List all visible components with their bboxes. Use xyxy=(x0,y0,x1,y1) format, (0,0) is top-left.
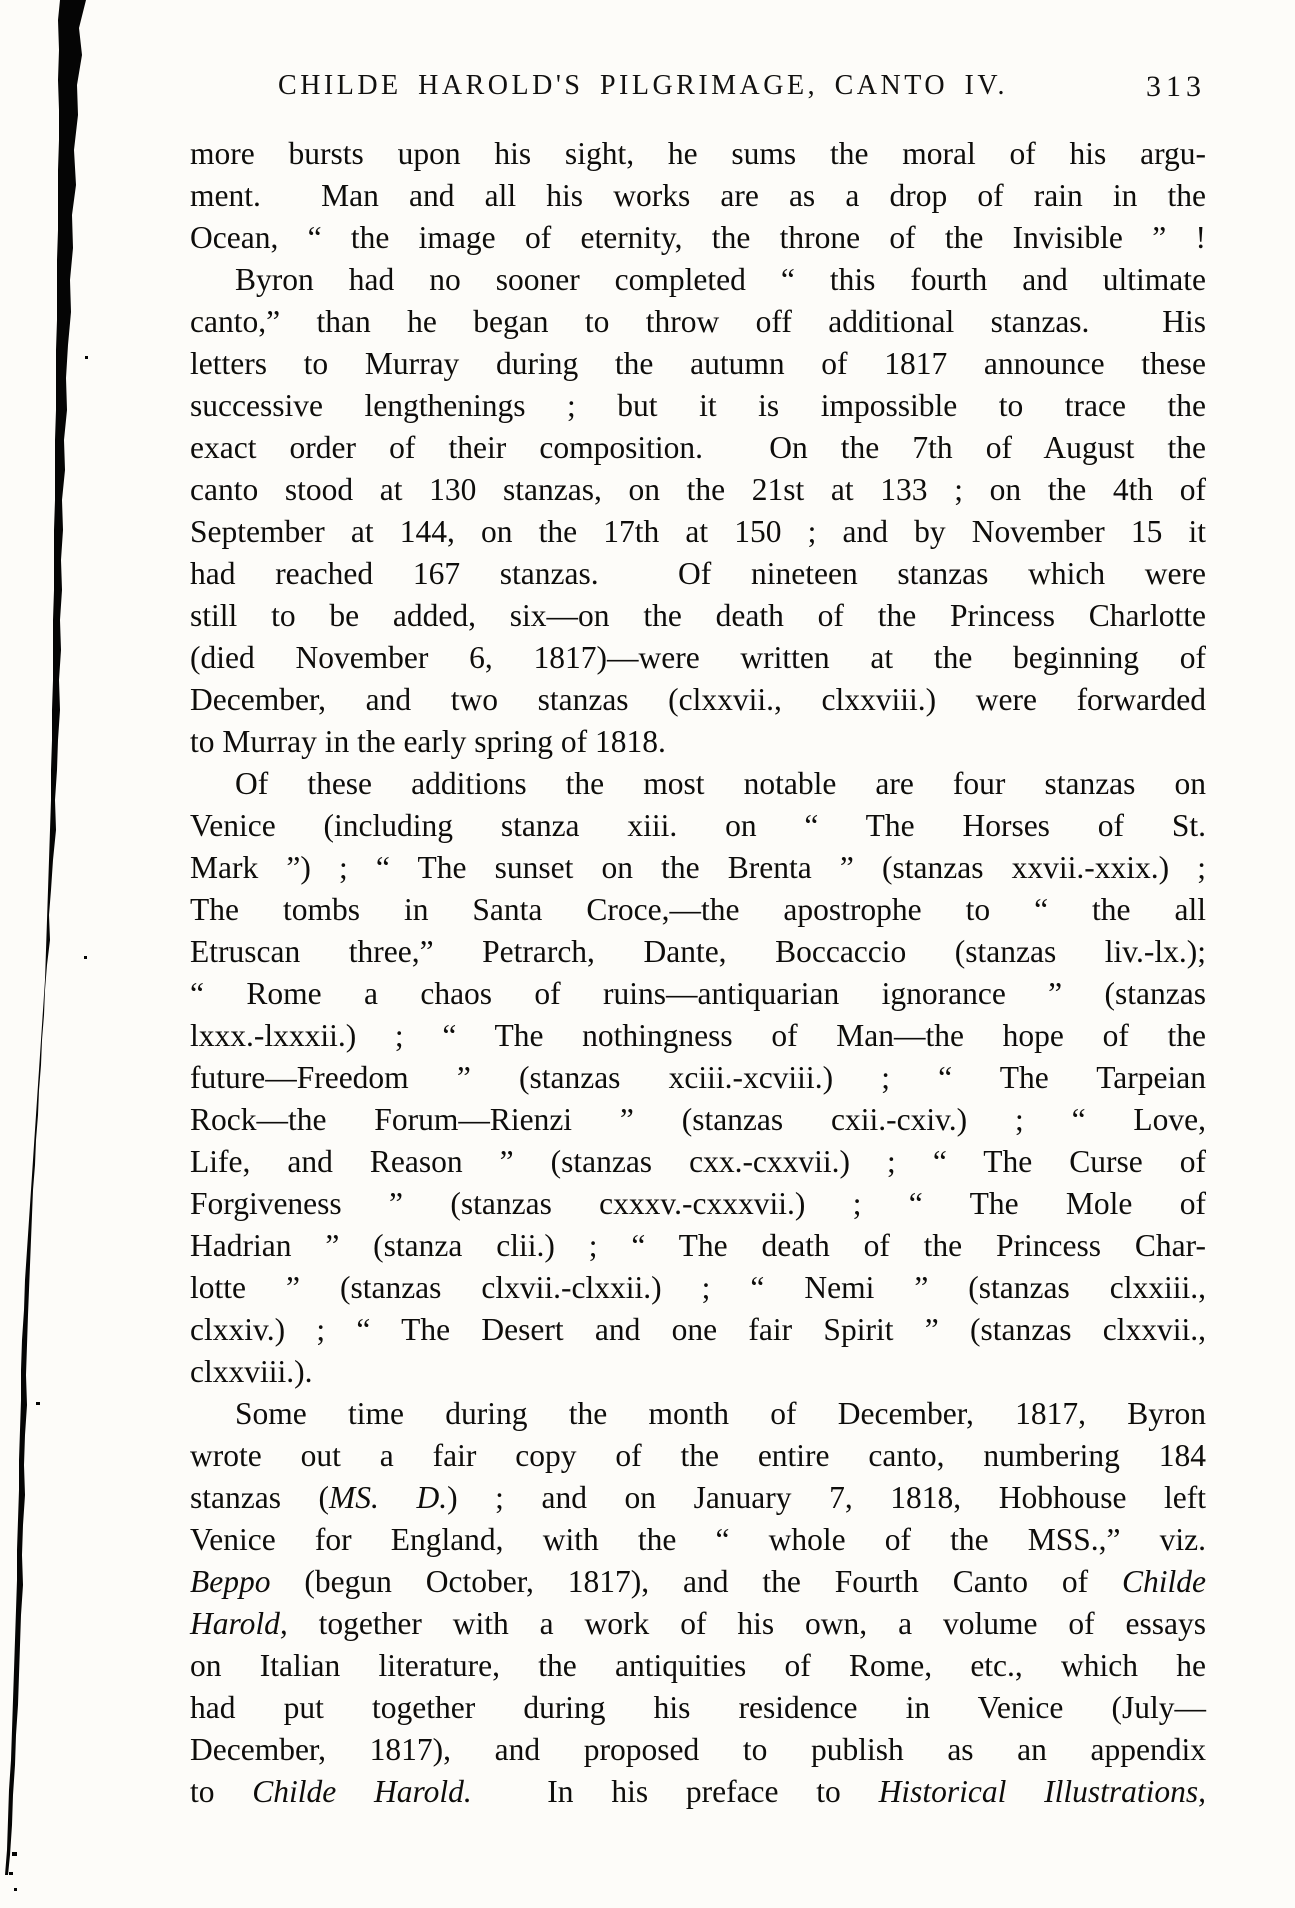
text-line: September at 144, on the 17th at 150 ; and by November 15 it xyxy=(190,514,1206,549)
text-line: Venice (including stanza xiii. on “ The Horses of St. xyxy=(190,808,1206,843)
text-line: The tombs in Santa Croce,—the apostrophe to “ the all xyxy=(190,892,1206,927)
text-line: lxxx.-lxxxii.) ; “ The nothingness of Man—the hope of the xyxy=(190,1018,1206,1053)
paragraph xyxy=(190,1393,1206,1813)
text-line: still to be added, six—on the death of the Princess Charlotte xyxy=(190,598,1206,633)
text-line: stanzas (MS. D.) ; and on January 7, 1818, Hobhouse left xyxy=(190,1480,1207,1515)
text-block xyxy=(190,133,1206,1813)
text-line: canto,” than he began to throw off additional stanzas. His xyxy=(190,304,1206,339)
text-line: Hadrian ” (stanza clii.) ; “ The death of the Princess Char- xyxy=(190,1228,1206,1263)
text-line: Harold, together with a work of his own, a volume of essays xyxy=(190,1606,1206,1641)
text-line: Beppo (begun October, 1817), and the Fourth Canto of Childe xyxy=(190,1564,1206,1599)
binding-shadow xyxy=(0,0,130,1908)
text-line: Ocean, “ the image of eternity, the throne of the Invisible ” ! xyxy=(190,220,1206,255)
text-line: clxxiv.) ; “ The Desert and one fair Spirit ” (stanzas clxxvii., xyxy=(190,1312,1206,1347)
text-line: (died November 6, 1817)—were written at the beginning of xyxy=(190,640,1206,675)
text-line: had put together during his residence in Venice (July— xyxy=(190,1690,1206,1725)
text-line: Byron had no sooner completed “ this fourth and ultimate xyxy=(235,262,1206,297)
running-title: CHILDE HAROLD'S PILGRIMAGE, CANTO IV. xyxy=(278,70,1008,101)
text-line: on Italian literature, the antiquities of Rome, etc., which he xyxy=(190,1648,1206,1683)
text-line: had reached 167 stanzas. Of nineteen stanzas which were xyxy=(190,556,1206,591)
text-line: Some time during the month of December, 1817, Byron xyxy=(235,1396,1206,1431)
text-line: to Childe Harold. In his preface to Historical Illustrations, xyxy=(190,1774,1206,1809)
text-line: December, 1817), and proposed to publish as an appendix xyxy=(190,1732,1206,1767)
text-line: more bursts upon his sight, he sums the moral of his argu- xyxy=(190,136,1206,171)
text-line: future—Freedom ” (stanzas xciii.-xcviii.) ; “ The Tarpeian xyxy=(190,1060,1206,1095)
text-line: canto stood at 130 stanzas, on the 21st at 133 ; on the 4th of xyxy=(190,472,1206,507)
text-line: wrote out a fair copy of the entire canto, numbering 184 xyxy=(190,1438,1206,1473)
paragraph xyxy=(190,133,1206,259)
running-head xyxy=(190,70,1206,110)
text-line: successive lengthenings ; but it is impossible to trace the xyxy=(190,388,1206,423)
text-line: lotte ” (stanzas clxvii.-clxxii.) ; “ Nemi ” (stanzas clxxiii., xyxy=(190,1270,1206,1305)
paragraph xyxy=(190,763,1206,1393)
text-line: Venice for England, with the “ whole of the MSS.,” viz. xyxy=(190,1522,1206,1557)
text-line: “ Rome a chaos of ruins—antiquarian ignorance ” (stanzas xyxy=(190,976,1206,1011)
text-line: exact order of their composition. On the 7th of August the xyxy=(190,430,1206,465)
page-number: 313 xyxy=(1146,70,1206,103)
text-line: Life, and Reason ” (stanzas cxx.-cxxvii.) ; “ The Curse of xyxy=(190,1144,1206,1179)
text-line: Forgiveness ” (stanzas cxxxv.-cxxxvii.) ; “ The Mole of xyxy=(190,1186,1206,1221)
text-line: clxxviii.). xyxy=(190,1354,313,1389)
text-line: ment. Man and all his works are as a drop of rain in the xyxy=(190,178,1206,213)
text-line: Mark ”) ; “ The sunset on the Brenta ” (stanzas xxvii.-xxix.) ; xyxy=(190,850,1206,885)
text-line: Of these additions the most notable are four stanzas on xyxy=(235,766,1206,801)
text-line: Rock—the Forum—Rienzi ” (stanzas cxii.-cxiv.) ; “ Love, xyxy=(190,1102,1206,1137)
text-line: to Murray in the early spring of 1818. xyxy=(190,724,666,759)
text-line: December, and two stanzas (clxxvii., clxxviii.) were forwarded xyxy=(190,682,1206,717)
text-line: letters to Murray during the autumn of 1817 announce these xyxy=(190,346,1206,381)
text-line: Etruscan three,” Petrarch, Dante, Boccaccio (stanzas liv.-lx.); xyxy=(190,934,1206,969)
paragraph xyxy=(190,259,1206,763)
